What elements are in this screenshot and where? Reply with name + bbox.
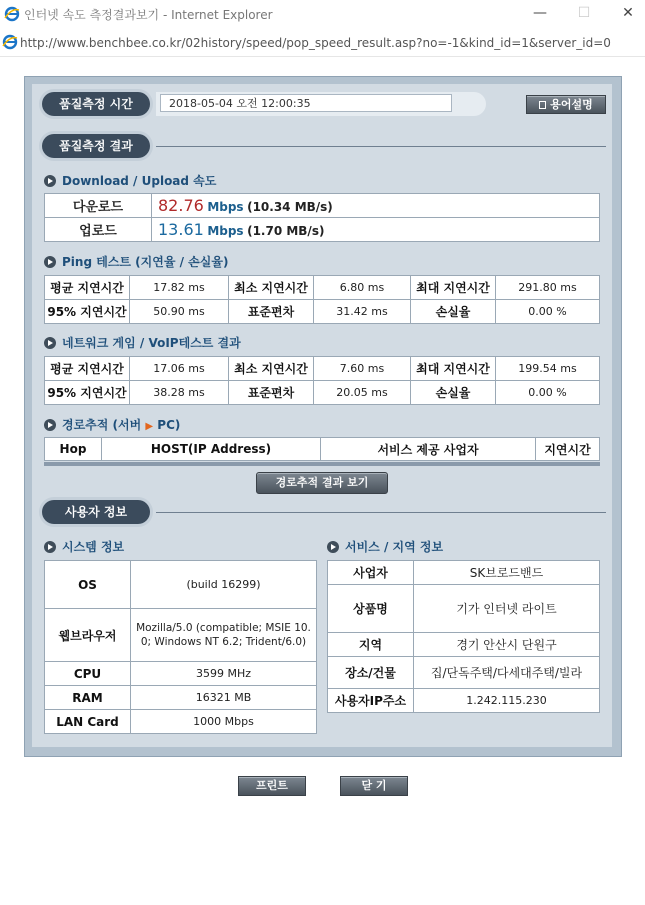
system-browser-value: Mozilla/5.0 (compatible; MSIE 10.0; Windows NT 6.2; Trident/6.0)	[131, 609, 317, 662]
game-min-value: 7.60 ms	[314, 357, 411, 381]
route-col-provider: 서비스 제공 사업자	[321, 438, 536, 461]
system-ram-label: RAM	[45, 686, 131, 710]
service-building-value: 집/단독주택/다세대주택/빌라	[414, 657, 600, 689]
close-button[interactable]: 닫 기	[340, 776, 408, 796]
game-min-label: 최소 지연시간	[229, 357, 314, 381]
ping-min-label: 최소 지연시간	[229, 276, 314, 300]
address-url[interactable]: http://www.benchbee.co.kr/02history/speed/pop_speed_result.asp?no=-1&kind_id=1&server_id=0	[20, 36, 611, 50]
internet-explorer-icon	[4, 6, 20, 22]
system-table	[44, 560, 317, 734]
route-table	[44, 437, 600, 461]
service-region-label: 지역	[328, 633, 414, 657]
upload-unit: Mbps	[207, 224, 244, 238]
measure-time-label: 품질측정 시간	[42, 92, 150, 116]
window-titlebar	[0, 0, 645, 28]
ping-title-text: Ping 테스트 (지연율 / 손실율)	[62, 255, 229, 269]
game-p95-label: 95% 지연시간	[45, 381, 130, 405]
bullet-icon	[327, 541, 339, 553]
bullet-icon	[44, 419, 56, 431]
maximize-icon[interactable]: ☐	[577, 5, 591, 21]
system-section-title	[44, 538, 124, 555]
game-title-text: 네트워크 게임 / VoIP테스트 결과	[62, 336, 241, 350]
ping-p95-label: 95% 지연시간	[45, 300, 130, 324]
game-p95-value: 38.28 ms	[130, 381, 229, 405]
user-section-label: 사용자 정보	[42, 500, 150, 524]
service-table	[327, 560, 600, 713]
glossary-button-label: 용어설명	[550, 98, 593, 111]
address-bar[interactable]	[0, 28, 645, 57]
route-title-prefix: 경로추적 (서버	[62, 418, 142, 432]
ping-avg-label: 평균 지연시간	[45, 276, 130, 300]
bullet-icon	[44, 541, 56, 553]
route-col-host: HOST(IP Address)	[102, 438, 321, 461]
upload-cell	[152, 218, 600, 242]
bullet-icon	[44, 175, 56, 187]
speed-table	[44, 193, 600, 242]
measure-time-field: 2018-05-04 오전 12:00:35	[160, 94, 452, 112]
result-section-label: 품질측정 결과	[42, 134, 150, 158]
system-lan-label: LAN Card	[45, 710, 131, 734]
glossary-button[interactable]	[526, 95, 606, 114]
ping-p95-value: 50.90 ms	[130, 300, 229, 324]
minimize-icon[interactable]: —	[533, 5, 547, 21]
service-ip-label: 사용자IP주소	[328, 689, 414, 713]
print-button[interactable]: 프린트	[238, 776, 306, 796]
download-unit: Mbps	[207, 200, 244, 214]
service-building-label: 장소/건물	[328, 657, 414, 689]
window-title: 인터넷 속도 측정결과보기 - Internet Explorer	[24, 8, 273, 22]
speed-section-title	[44, 172, 216, 189]
document-icon	[539, 101, 546, 109]
ping-loss-value: 0.00 %	[496, 300, 600, 324]
ping-std-value: 31.42 ms	[314, 300, 411, 324]
game-section-title	[44, 334, 241, 351]
download-value: 82.76	[158, 196, 204, 215]
game-avg-label: 평균 지연시간	[45, 357, 130, 381]
game-avg-value: 17.06 ms	[130, 357, 229, 381]
ping-max-label: 최대 지연시간	[411, 276, 496, 300]
service-isp-label: 사업자	[328, 561, 414, 585]
service-product-value: 기가 인터넷 라이트	[414, 585, 600, 633]
service-isp-value: SK브로드밴드	[414, 561, 600, 585]
ping-max-value: 291.80 ms	[496, 276, 600, 300]
system-ram-value: 16321 MB	[131, 686, 317, 710]
page-ie-icon	[2, 34, 18, 50]
game-max-label: 최대 지연시간	[411, 357, 496, 381]
ping-avg-value: 17.82 ms	[130, 276, 229, 300]
game-max-value: 199.54 ms	[496, 357, 600, 381]
ping-table	[44, 275, 600, 324]
route-col-latency: 지연시간	[536, 438, 600, 461]
system-lan-value: 1000 Mbps	[131, 710, 317, 734]
system-cpu-value: 3599 MHz	[131, 662, 317, 686]
system-browser-label: 웹브라우저	[45, 609, 131, 662]
service-title-text: 서비스 / 지역 정보	[345, 540, 444, 554]
game-loss-label: 손실율	[411, 381, 496, 405]
service-section-title	[327, 538, 443, 555]
route-col-hop: Hop	[45, 438, 102, 461]
upload-label: 업로드	[45, 218, 152, 242]
service-ip-value: 1.242.115.230	[414, 689, 600, 713]
game-loss-value: 0.00 %	[496, 381, 600, 405]
service-region-value: 경기 안산시 단원구	[414, 633, 600, 657]
section-divider	[156, 146, 606, 147]
route-table-footer	[44, 462, 600, 466]
route-result-button[interactable]: 경로추적 결과 보기	[256, 472, 388, 494]
route-title-suffix: PC)	[157, 418, 181, 432]
download-label: 다운로드	[45, 194, 152, 218]
ping-section-title	[44, 253, 228, 270]
ping-std-label: 표준편차	[229, 300, 314, 324]
bullet-icon	[44, 337, 56, 349]
route-section-title	[44, 416, 180, 433]
arrow-right-icon: ▶	[145, 421, 154, 432]
ping-min-value: 6.80 ms	[314, 276, 411, 300]
system-os-value: (build 16299)	[131, 561, 317, 609]
download-cell	[152, 194, 600, 218]
system-cpu-label: CPU	[45, 662, 131, 686]
download-mbs: (10.34 MB/s)	[247, 200, 333, 214]
upload-value: 13.61	[158, 220, 204, 239]
bullet-icon	[44, 256, 56, 268]
upload-mbs: (1.70 MB/s)	[247, 224, 325, 238]
system-os-label: OS	[45, 561, 131, 609]
section-divider	[156, 512, 606, 513]
game-table	[44, 356, 600, 405]
game-std-label: 표준편차	[229, 381, 314, 405]
system-title-text: 시스템 정보	[62, 540, 125, 554]
ping-loss-label: 손실율	[411, 300, 496, 324]
close-window-icon[interactable]: ✕	[622, 5, 634, 21]
service-product-label: 상품명	[328, 585, 414, 633]
speed-title-text: Download / Upload 속도	[62, 174, 217, 188]
game-std-value: 20.05 ms	[314, 381, 411, 405]
